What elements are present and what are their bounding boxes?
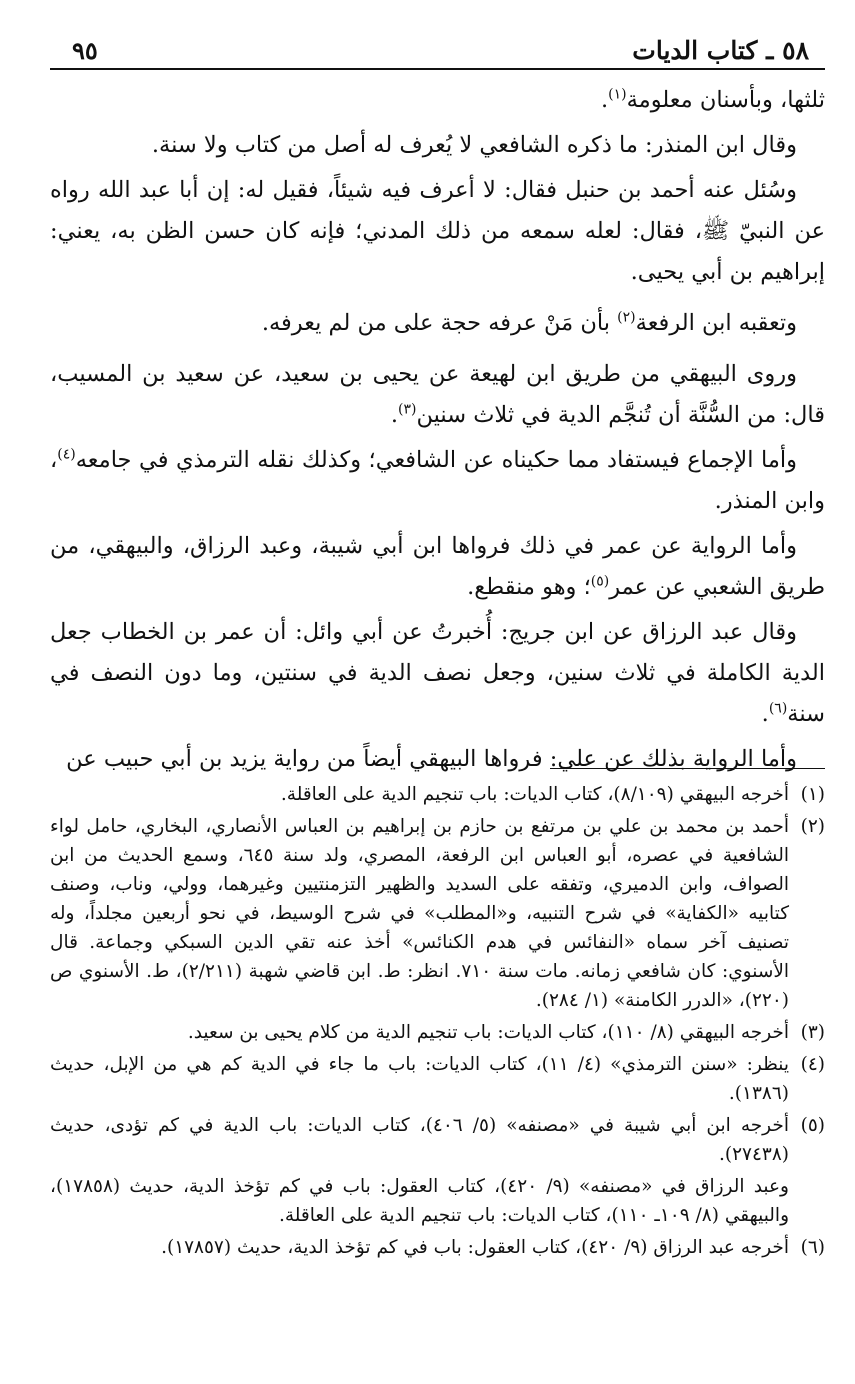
paragraph-2: وقال ابن المنذر: ما ذكره الشافعي لا يُعرف له أصل من كتاب ولا سنة. — [151, 132, 797, 158]
footnote-text: أخرجه البيهقي (٨/ ١١٠)، كتاب الديات: باب تنجيم الدية من كلام يحيى بن سعيد. — [187, 1022, 789, 1043]
footnote-number: (٦) — [800, 1237, 825, 1258]
page-number: ٩٥ — [72, 36, 98, 65]
paragraph-5: وروى البيهقي من طريق ابن لهيعة عن يحيى بن سعيد، عن سعيد بن المسيب، قال: من السُّنَّة أن تُنجَّم الدية في ثلاث سنين$^{(٣)}$. — [50, 361, 825, 428]
footnote-text: أخرجه ابن أبي شيبة في «مصنفه» (٥/ ٤٠٦)، كتاب الديات: باب الدية في كم تؤدى، حديث (٢٧٤٣٨). — [50, 1115, 789, 1165]
footnote-ref-2: (٢) — [617, 309, 636, 326]
footnote-text: أخرجه البيهقي (٨/١٠٩)، كتاب الديات: باب تنجيم الدية على العاقلة. — [280, 784, 789, 805]
footnote-text: وعبد الرزاق في «مصنفه» (٩/ ٤٢٠)، كتاب العقول: باب في كم تؤخذ الدية، حديث (١٧٨٥٨)، والبيهقي (٨/ ١٠٩ـ ١١٠)، كتاب الديات: باب تنجيم الدية على العاقلة. — [50, 1176, 789, 1226]
footnote-number: (١) — [800, 784, 825, 805]
paragraph-1: ثلثها، وبأسنان معلومة$^{(١)}$. — [600, 86, 825, 113]
footnote-ref-4: (٤) — [57, 446, 76, 463]
header-rule — [50, 68, 825, 70]
paragraph-7: وأما الرواية عن عمر في ذلك فرواها ابن أبي شيبة، وعبد الرزاق، والبيهقي، من طريق الشعبي عن عمر$^{(٥)}$؛ وهو منقطع. — [50, 533, 825, 600]
main-text — [50, 80, 825, 784]
footnote-3 — [50, 1018, 825, 1047]
footnote-separator — [550, 768, 825, 769]
footnote-ref-5: (٥) — [590, 573, 610, 590]
footnote-ref-6: (٦) — [768, 700, 788, 717]
footnote-number: (٥) — [800, 1115, 825, 1136]
book-page — [50, 28, 825, 1358]
footnote-text: أخرجه عبد الرزاق (٩/ ٤٢٠)، كتاب العقول: باب في كم تؤخذ الدية، حديث (١٧٨٥٧). — [161, 1237, 789, 1258]
footnote-ref-3: (٣) — [398, 401, 417, 418]
footnote-text: أحمد بن محمد بن علي بن مرتفع بن حازم بن إبراهيم بن العباس الأنصاري، البخاري، حامل لواء الشافعية في عصره، أبو العباس ابن الرفعة، المصري، ولد سنة ٦٤٥، وسمع الحديث من ابن الصواف، وابن الدميري، وتفقه على السديد والظهير التزمنتيين وغيرهما، وولي، وناب، وصنف كتابيه «الكفاية» في شرح التنبيه، و«المطلب» في شرح الوسيط، في نحو أربعين مجلداً، وله تصنيف آخر سماه «النفائس في هدم الكنائس» أخذ عنه تقي الدين السبكي وجماعة. قال الأسنوي: كان شافعي زمانه. مات سنة ٧١٠. انظر: ط. ابن قاضي شهبة (٢/٢١١)، ط. الأسنوي ص (٢٢٠)، «الدرر الكامنة» (١/ ٢٨٤). — [50, 816, 790, 1011]
paragraph-8: وقال عبد الرزاق عن ابن جريج: أُخبرتُ عن أبي وائل: أن عمر بن الخطاب جعل الدية الكاملة في ثلاث سنين، وجعل نصف الدية في سنتين، وما دون النصف في سنة$^{(٦)}$. — [50, 619, 825, 727]
footnote-ref-1: (١) — [608, 86, 627, 103]
footnote-number: (٤) — [800, 1054, 825, 1075]
page-header — [50, 28, 825, 68]
footnote-4 — [50, 1050, 825, 1108]
footnote-1 — [50, 780, 825, 809]
footnote-6 — [50, 1233, 825, 1262]
running-title: ٥٨ ـ كتاب الديات — [632, 36, 809, 65]
footnote-text: ينظر: «سنن الترمذي» (٤/ ١١)، كتاب الديات: باب ما جاء في الدية كم هي من الإبل، حديث (١٣٨٦). — [50, 1054, 789, 1104]
footnote-2 — [50, 812, 825, 1015]
footnote-5 — [50, 1111, 825, 1169]
footnote-number: (٢) — [800, 816, 825, 837]
footnote-5-continued — [50, 1172, 825, 1230]
paragraph-3: وسُئل عنه أحمد بن حنبل فقال: لا أعرف فيه شيئاً، فقيل له: إن أبا عبد الله رواه عن النبيّ ﷺ، فقال: لعله سمعه من ذلك المدني؛ فإنه كان حسن الظن به، يعني: إبراهيم بن أبي يحيى. — [50, 177, 825, 285]
paragraph-6: وأما الإجماع فيستفاد مما حكيناه عن الشافعي؛ وكذلك نقله الترمذي في جامعه$^{(٤)}$، وابن المنذر. — [50, 446, 825, 514]
paragraph-4: وتعقبه ابن الرفعة$^{(٢)}$ بأن مَنْ عرفه حجة على من لم يعرفه. — [261, 309, 797, 336]
footnote-number: (٣) — [800, 1022, 825, 1043]
paragraph-9: وأما الرواية بذلك عن علي: فرواها البيهقي أيضاً من رواية يزيد بن أبي حبيب عن — [66, 746, 797, 772]
footnotes — [50, 780, 825, 1265]
